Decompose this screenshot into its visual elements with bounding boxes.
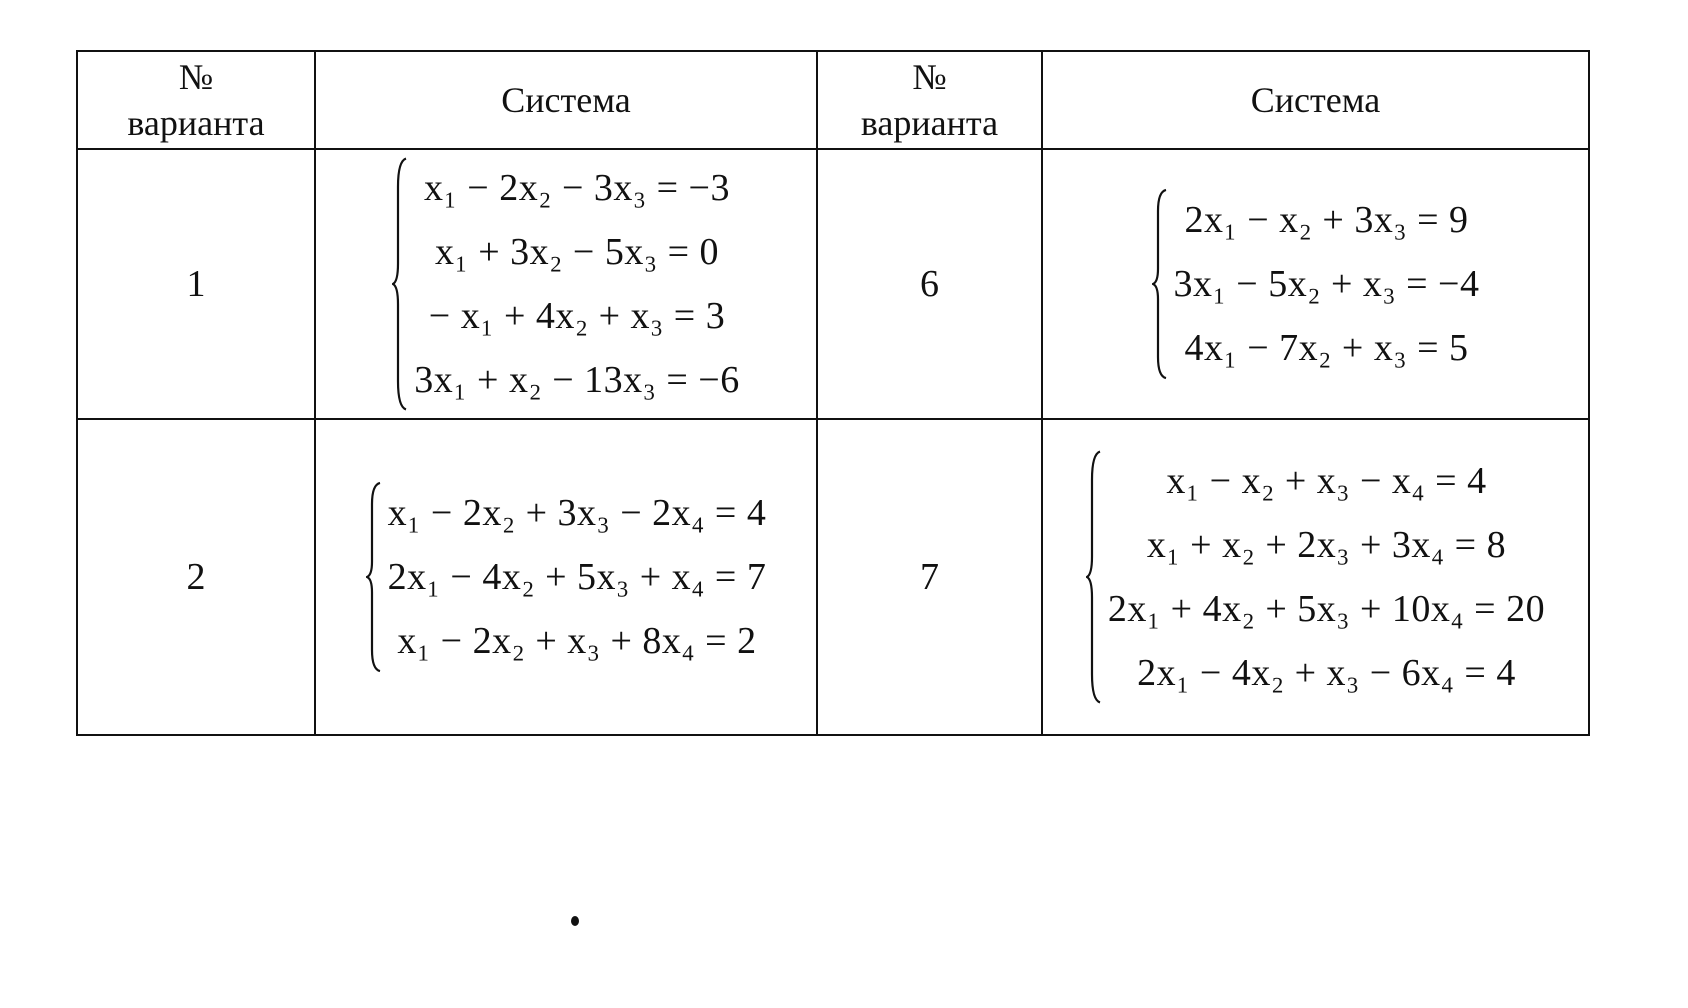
variant-number-cell: 6 (817, 149, 1042, 419)
number-sign: № (178, 57, 214, 97)
table-row (77, 149, 1589, 419)
left-brace (1152, 188, 1168, 380)
system-cell (315, 419, 817, 735)
equations (414, 156, 739, 412)
system-cell (1042, 149, 1589, 419)
equations (1174, 188, 1480, 380)
equation: − x₁ + 4x₂ + x₃ = 3 (428, 295, 726, 337)
equation: x₁ − 2x₂ + 3x₃ − 2x₄ = 4 (387, 492, 767, 534)
ink-dot (571, 916, 579, 926)
equation: 2x₁ − x₂ + 3x₃ = 9 (1184, 199, 1469, 241)
equation: x₁ + x₂ + 2x₃ + 3x₄ = 8 (1146, 524, 1507, 566)
left-brace (392, 156, 408, 412)
variant-number-cell: 7 (817, 419, 1042, 735)
equation: 3x₁ + x₂ − 13x₃ = −6 (414, 359, 740, 401)
equation-system (1152, 188, 1480, 380)
variant-number-cell: 1 (77, 149, 315, 419)
equation: 4x₁ − 7x₂ + x₃ = 5 (1184, 327, 1469, 369)
variant-word: варианта (860, 103, 999, 143)
variant-number-cell: 2 (77, 419, 315, 735)
equation: x₁ + 3x₂ − 5x₃ = 0 (434, 231, 720, 273)
equation: 2x₁ − 4x₂ + 5x₃ + x₄ = 7 (387, 556, 767, 598)
table-row (77, 419, 1589, 735)
header-variant-number-right (817, 51, 1042, 149)
number-sign: № (912, 57, 947, 97)
equation: 2x₁ + 4x₂ + 5x₃ + 10x₄ = 20 (1107, 588, 1546, 630)
equation-system (392, 156, 739, 412)
system-cell (315, 149, 817, 419)
equation: x₁ − 2x₂ + x₃ + 8x₄ = 2 (397, 620, 757, 662)
equation: x₁ − x₂ + x₃ − x₄ = 4 (1166, 460, 1487, 502)
equation: x₁ − 2x₂ − 3x₃ = −3 (424, 167, 730, 209)
table-header-row (77, 51, 1589, 149)
equations (1108, 449, 1545, 705)
equations (388, 481, 767, 673)
header-system-right: Система (1042, 51, 1589, 149)
variants-table (76, 50, 1590, 736)
left-brace (1086, 449, 1102, 705)
equation-system (366, 481, 767, 673)
header-variant-number-left (77, 51, 315, 149)
system-cell (1042, 419, 1589, 735)
variant-word: варианта (127, 103, 265, 143)
left-brace (366, 481, 382, 673)
equation: 2x₁ − 4x₂ + x₃ − 6x₄ = 4 (1137, 652, 1516, 694)
header-system-left: Система (315, 51, 817, 149)
equation: 3x₁ − 5x₂ + x₃ = −4 (1173, 263, 1480, 305)
equation-system (1086, 449, 1545, 705)
